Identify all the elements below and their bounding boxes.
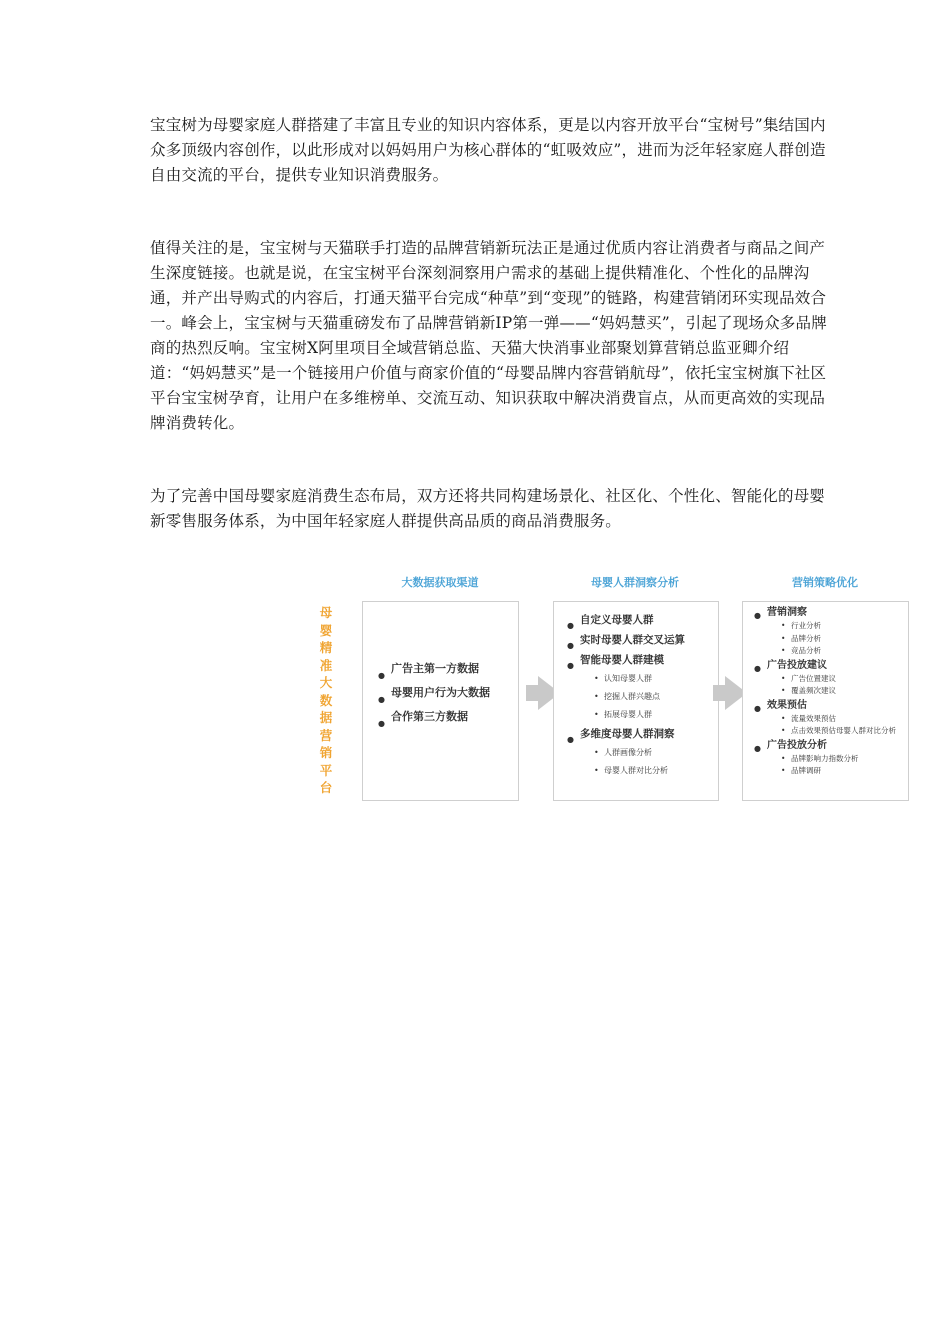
list-item: ● 效果预估 • 流量效果预估 • 点击效果预估母婴人群对比分析 [767,698,907,738]
sub-item: • 行业分析 [791,620,907,633]
sub-item: • 挖掘人群兴趣点 [604,688,685,706]
list-item: ● 实时母婴人群交叉运算 [580,630,685,650]
paragraph-3: 为了完善中国母婴家庭消费生态布局，双方还将共同构建场景化、社区化、个性化、智能化的母婴新零售服务体系，为中国年轻家庭人群提供高品质的商品消费服务。 [150,487,826,530]
list-item: ● 广告主第一方数据 [391,657,490,681]
box-insight-analysis [553,601,719,801]
sub-item: • 流量效果预估 [791,713,907,726]
sub-item: • 拓展母婴人群 [604,706,685,724]
list-item: ● 合作第三方数据 [391,705,490,729]
sub-item: • 人群画像分析 [604,744,685,762]
column-header-strategy-optimization: 营销策略优化 [792,576,858,589]
sub-item: • 母婴人群对比分析 [604,762,685,780]
sub-item: • 认知母婴人群 [604,670,685,688]
marketing-platform-diagram [300,568,915,808]
list-item: ● 智能母婴人群建模 • 认知母婴人群 • 挖掘人群兴趣点 • 拓展母婴人群 [580,650,685,724]
sub-item: • 品牌影响力指数分析 [791,753,907,766]
platform-vertical-title: 母婴精准大数据营销平台 [319,605,333,795]
list-item: ● 广告投放建议 • 广告位置建议 • 覆盖频次建议 [767,658,907,698]
sub-item: • 点击效果预估母婴人群对比分析 [791,725,907,738]
column-header-insight-analysis: 母婴人群洞察分析 [591,576,679,589]
list-item: ● 营销洞察 • 行业分析 • 品牌分析 • 竞品分析 [767,605,907,658]
box-strategy-optimization [742,601,909,801]
paragraph-2: 值得关注的是，宝宝树与天猫联手打造的品牌营销新玩法正是通过优质内容让消费者与商品之间产生深度链接。也就是说，在宝宝树平台深刻洞察用户需求的基础上提供精准化、个性化的品牌沟通，并产出导购式的内容后，打通天猫平台完成“种草”到“变现”的链路，构建营销闭环实现品效合一。峰会上，宝宝树与天猫重磅发布了品牌营销新IP第一弹——“妈妈慧买”，引起了现场众多品牌商的热烈反响。宝宝树X阿里项目全域营销总监、天猫大快消事业部聚划算营销总监亚卿介绍道：“妈妈慧买”是一个链接用户价值与商家价值的“母婴品牌内容营销航母”，依托宝宝树旗下社区平台宝宝树孕育，让用户在多维榜单、交流互动、知识获取中解决消费盲点，从而更高效的实现品牌消费转化。 [150,239,827,432]
list-item: ● 自定义母婴人群 [580,610,685,630]
list-item: ● 母婴用户行为大数据 [391,681,490,705]
box-data-channels [362,601,519,801]
sub-item: • 品牌分析 [791,633,907,646]
list-item: ● 广告投放分析 • 品牌影响力指数分析 • 品牌调研 [767,738,907,778]
list-item: ● 多维度母婴人群洞察 • 人群画像分析 • 母婴人群对比分析 [580,724,685,780]
sub-item: • 广告位置建议 [791,673,907,686]
paragraph-1: 宝宝树为母婴家庭人群搭建了丰富且专业的知识内容体系，更是以内容开放平台“宝树号”集结国内众多顶级内容创作，以此形成对以妈妈用户为核心群体的“虹吸效应”，进而为泛年轻家庭人群创造自由交流的平台，提供专业知识消费服务。 [150,116,826,184]
sub-item: • 竞品分析 [791,645,907,658]
column-header-data-channels: 大数据获取渠道 [401,576,479,589]
sub-item: • 覆盖频次建议 [791,685,907,698]
sub-item: • 品牌调研 [791,765,907,778]
